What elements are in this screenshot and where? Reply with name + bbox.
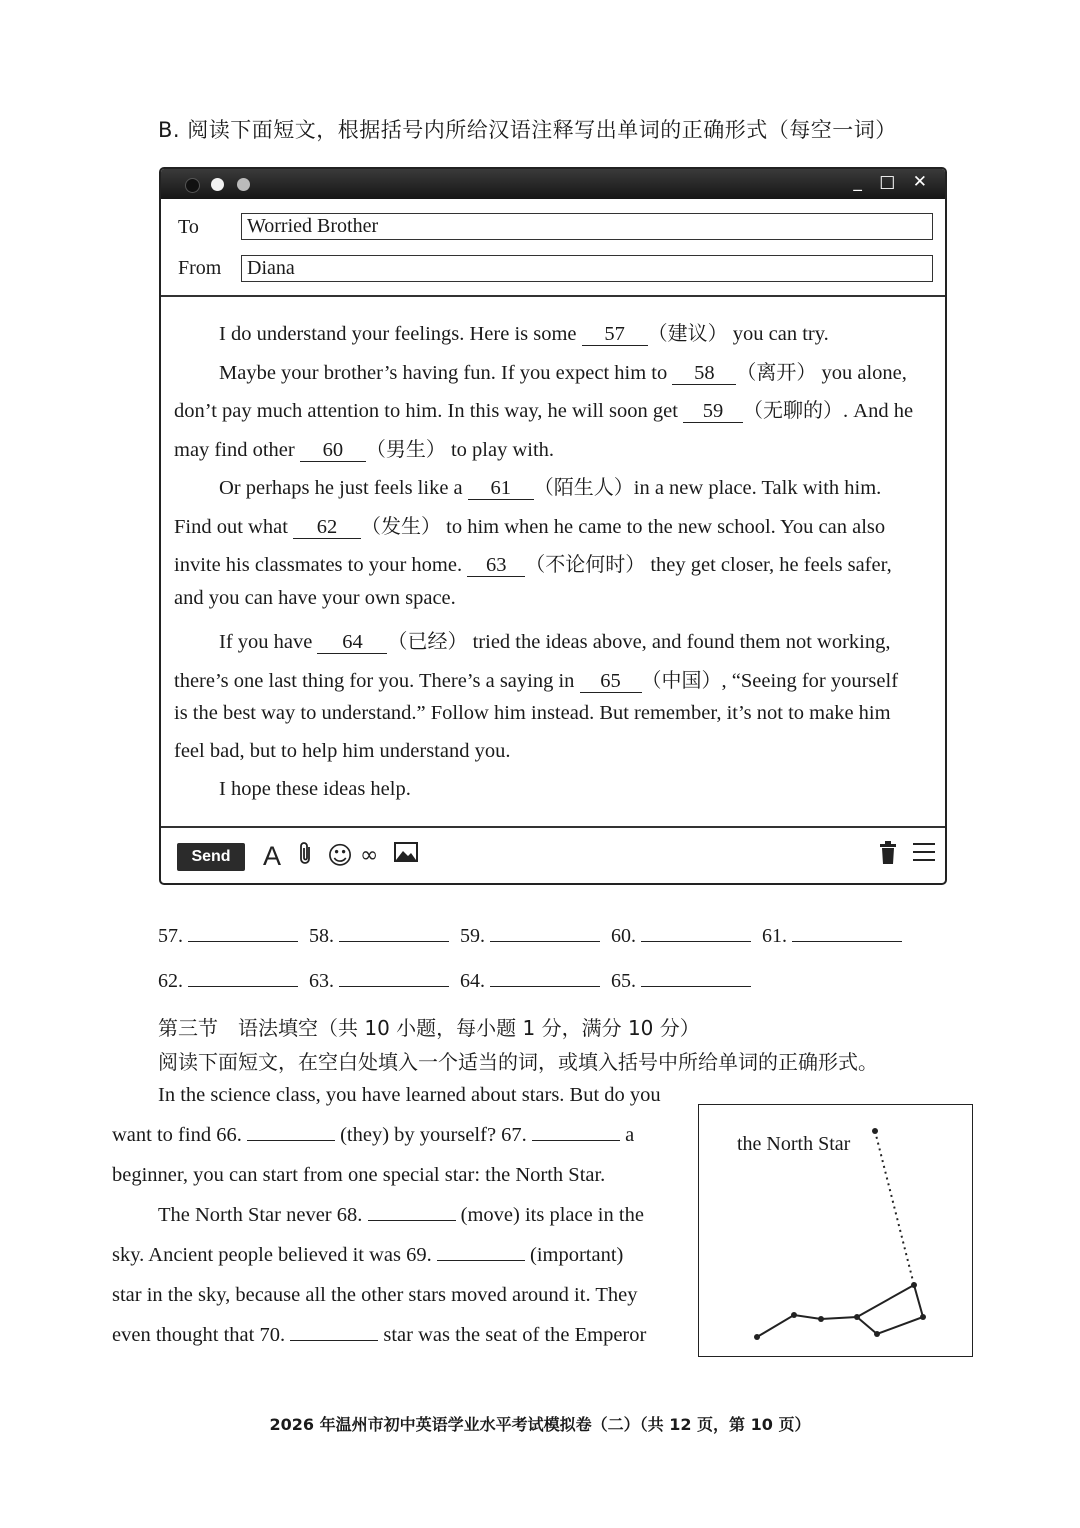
passage-line [158, 1204, 644, 1227]
email-text: , “Seeing for yourself [721, 670, 899, 692]
passage-text: sky. Ancient people believed it was 69. [112, 1244, 437, 1266]
blank-number: 59 [683, 400, 743, 423]
chinese-hint: （发生） [361, 514, 442, 538]
passage-text: beginner, you can start from one special star: the North Star. [112, 1164, 606, 1186]
email-line [219, 356, 907, 385]
chinese-hint: （建议） [647, 321, 728, 345]
grammar-blank[interactable] [532, 1124, 620, 1141]
passage-text: a [619, 1124, 635, 1146]
email-line [174, 433, 554, 462]
blank-number: 61 [468, 477, 534, 500]
answer-blank[interactable]: 57. [158, 925, 309, 948]
chinese-hint: （离开） [736, 360, 817, 384]
email-text: to him when he came to the new school. You can also [441, 516, 886, 538]
passage-text: even thought that 70. [112, 1324, 291, 1346]
emoji-icon[interactable]: ☺ [327, 841, 354, 870]
email-text: Maybe your brother’s having fun. If you expect him to [219, 362, 673, 384]
email-text: Find out what [174, 516, 294, 538]
passage-line [112, 1284, 637, 1307]
to-label: To [178, 216, 199, 238]
section3-heading: 第三节 语法填空（共 10 小题，每小题 1 分，满分 10 分） [158, 1016, 700, 1040]
from-label: From [178, 257, 222, 279]
header-divider [161, 295, 945, 297]
section3-instruction: 阅读下面短文，在空白处填入一个适当的词，或填入括号中所给单词的正确形式。 [158, 1050, 878, 1074]
window-titlebar [161, 169, 945, 199]
email-line [174, 510, 885, 539]
to-field[interactable]: Worried Brother [241, 213, 933, 240]
attach-icon[interactable] [299, 841, 313, 874]
email-text: there’s one last thing for you. There’s a saying in [174, 670, 580, 692]
passage-text: In the science class, you have learned about stars. But do you [158, 1084, 661, 1106]
email-text: don’t pay much attention to him. In this way, he will soon get [174, 400, 684, 422]
answer-blank[interactable]: 63. [309, 970, 460, 993]
send-button[interactable]: Send [177, 843, 245, 871]
email-line [174, 664, 898, 693]
passage-text: star was the seat of the Emperor [378, 1324, 647, 1346]
passage-line [158, 1084, 661, 1107]
menu-icon[interactable] [913, 841, 935, 872]
answer-row-1 [158, 925, 913, 948]
chinese-hint: （男生） [365, 437, 446, 461]
email-text: I hope these ideas help. [219, 778, 411, 800]
email-line [219, 317, 829, 346]
passage-text: want to find 66. [112, 1124, 247, 1146]
north-star-figure [698, 1104, 973, 1357]
email-window [159, 167, 947, 885]
page-footer: 2026 年温州市初中英语学业水平考试模拟卷（二）（共 12 页，第 10 页） [269, 1415, 811, 1434]
north-star-label: the North Star [737, 1133, 851, 1155]
passage-line [112, 1244, 623, 1267]
email-text: to play with. [445, 439, 555, 461]
chinese-hint: （已经） [387, 629, 468, 653]
window-dot-zoom[interactable] [237, 178, 250, 191]
grammar-blank[interactable] [290, 1324, 378, 1341]
email-line [174, 394, 913, 423]
blank-number: 65 [580, 670, 642, 693]
chinese-hint: （无聊的） [743, 398, 844, 422]
toolbar-divider [161, 826, 945, 828]
email-text: Or perhaps he just feels like a [219, 477, 468, 499]
section-b-title: B. 阅读下面短文，根据括号内所给汉语注释写出单词的正确形式（每空一词） [158, 118, 897, 142]
blank-number: 58 [672, 362, 736, 385]
answer-blank[interactable]: 60. [611, 925, 762, 948]
blank-number: 60 [300, 439, 366, 462]
email-line [219, 471, 881, 500]
blank-number: 62 [293, 516, 361, 539]
trash-icon[interactable] [879, 841, 897, 874]
chinese-hint: （陌生人） [533, 475, 634, 499]
font-format-icon[interactable]: A [263, 841, 282, 871]
email-line [174, 740, 510, 763]
blank-number: 57 [582, 323, 648, 346]
chinese-hint: （中国） [641, 668, 722, 692]
answer-blank[interactable]: 61. [762, 925, 913, 948]
answer-row-2 [158, 970, 762, 993]
email-text: I do understand your feelings. Here is some [219, 323, 582, 345]
email-line [174, 587, 456, 610]
email-text: is the best way to understand.” Follow him instead. But remember, it’s not to make him [174, 702, 891, 724]
email-text: you alone, [816, 362, 907, 384]
email-text: in a new place. Talk with him. [633, 477, 882, 499]
blank-number: 63 [467, 554, 525, 577]
email-line [174, 548, 892, 577]
passage-line [112, 1324, 646, 1347]
passage-text: (they) by yourself? 67. [334, 1124, 532, 1146]
from-field[interactable]: Diana [241, 255, 933, 282]
answer-blank[interactable]: 62. [158, 970, 309, 993]
grammar-blank[interactable] [247, 1124, 335, 1141]
email-line [174, 702, 891, 725]
passage-line [112, 1124, 634, 1147]
big-dipper-diagram [699, 1105, 971, 1355]
email-text: . And he [843, 400, 914, 422]
window-dot-close[interactable] [185, 178, 200, 193]
email-text: feel bad, but to help him understand you. [174, 740, 511, 762]
email-line [219, 778, 411, 801]
answer-blank[interactable]: 58. [309, 925, 460, 948]
email-line [219, 625, 890, 654]
chinese-hint: （不论何时） [525, 552, 646, 576]
email-text: may find other [174, 439, 300, 461]
passage-text: (move) its place in the [455, 1204, 644, 1226]
passage-text: (important) [524, 1244, 624, 1266]
answer-blank[interactable]: 64. [460, 970, 611, 993]
grammar-blank[interactable] [368, 1204, 456, 1221]
passage-line [112, 1164, 605, 1187]
window-dot-minimize[interactable] [211, 178, 224, 191]
window-controls[interactable]: _ □ ✕ [853, 172, 933, 192]
email-text: tried the ideas above, and found them not working, [467, 631, 891, 653]
grammar-blank[interactable] [437, 1244, 525, 1261]
passage-text: The North Star never 68. [158, 1204, 368, 1226]
image-icon[interactable] [394, 841, 418, 872]
email-text: invite his classmates to your home. [174, 554, 468, 576]
passage-text: star in the sky, because all the other stars moved around it. They [112, 1284, 638, 1306]
email-text: If you have [219, 631, 318, 653]
answer-blank[interactable]: 59. [460, 925, 611, 948]
link-icon[interactable]: ∞ [360, 843, 379, 868]
email-text: and you can have your own space. [174, 587, 456, 609]
answer-blank[interactable]: 65. [611, 970, 762, 993]
email-text: you can try. [727, 323, 829, 345]
email-text: they get closer, he feels safer, [645, 554, 892, 576]
blank-number: 64 [317, 631, 387, 654]
